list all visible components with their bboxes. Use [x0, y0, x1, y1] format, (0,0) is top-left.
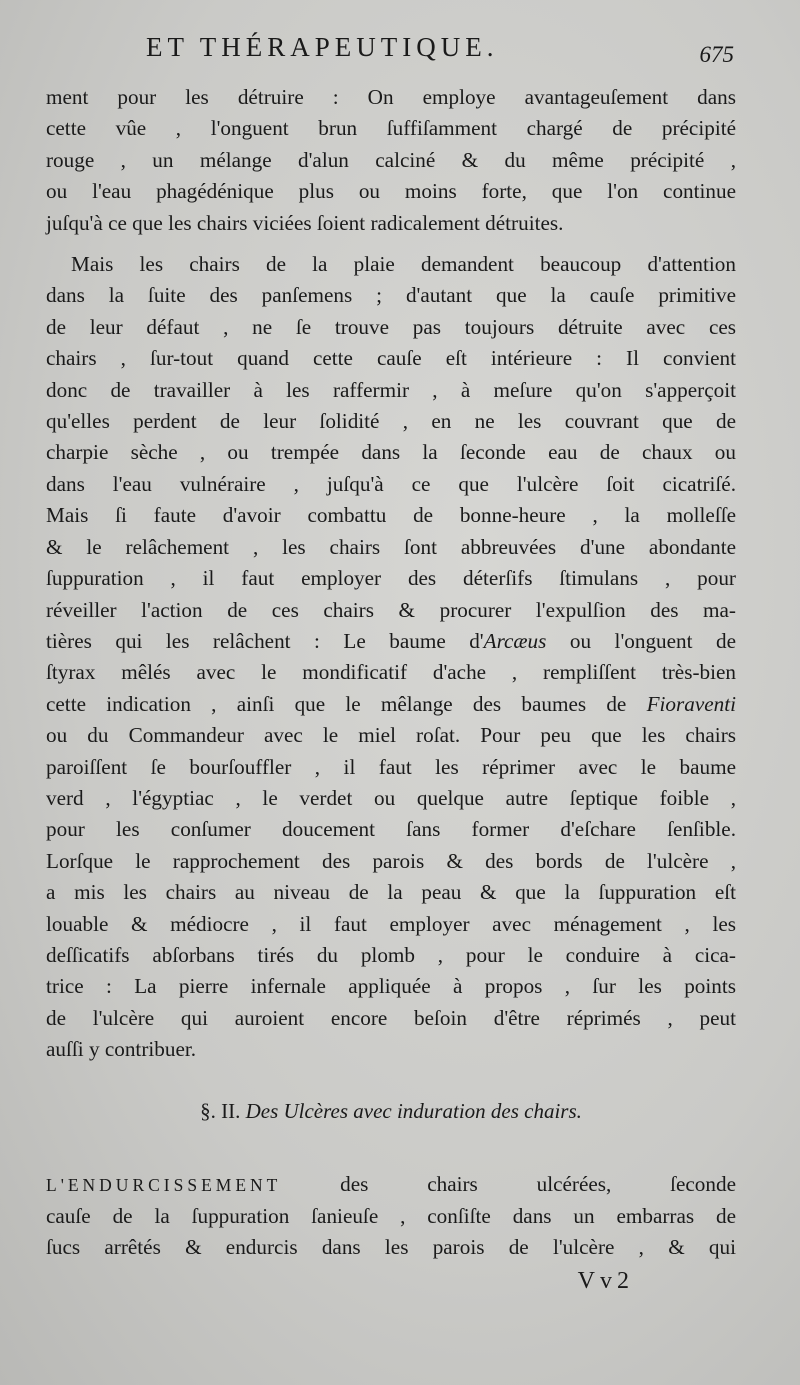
text-line: dans la ſuite des panſemens ; d'autant que la cauſe primitive [46, 283, 736, 308]
paragraph-2 [46, 249, 736, 1066]
text-line: Mais ſi faute d'avoir combattu de bonne-heure , la molleſſe [46, 503, 736, 528]
text-line [46, 626, 736, 657]
text-line [46, 689, 736, 720]
text-line: rouge , un mélange d'alun calciné & du même précipité , [46, 147, 736, 172]
text-line: de l'ulcère qui auroient encore beſoin d'être réprimés , peut [46, 1005, 736, 1030]
text-line: juſqu'à ce que les chairs viciées ſoient radicalement détruites. [46, 210, 564, 235]
text-line: Lorſque le rapprochement des parois & des bords de l'ulcère , [46, 848, 736, 873]
text-fragment: ou l'onguent de [546, 628, 736, 653]
text-fragment: cette indication , ainſi que le mêlange des baumes de [46, 691, 647, 716]
section-title: Des Ulcères avec induration des chairs. [245, 1098, 582, 1123]
text-line: donc de travailler à les raffermir , à meſure qu'on s'apperçoit [46, 377, 736, 402]
text-line: deſſicatifs abſorbans tirés du plomb , pour le conduire à cica- [46, 942, 736, 967]
text-line: ment pour les détruire : On employe avantageuſement dans [46, 85, 736, 109]
text-line: paroiſſent ſe bourſouffler , il faut les réprimer avec le baume [46, 754, 736, 779]
text-line: réveiller l'action de ces chairs & procurer l'expulſion des ma- [46, 597, 736, 622]
text-fragment: tières qui les relâchent : Le baume d' [46, 628, 484, 653]
text-line: ou du Commandeur avec le miel roſat. Pour peu que les chairs [46, 723, 736, 748]
lead-in-word: L'ENDURCISSEMENT [46, 1174, 282, 1195]
text-line: cette vûe , l'onguent brun ſuffiſamment chargé de précipité [46, 116, 736, 141]
text-line: a mis les chairs au niveau de la peau & que la ſuppuration eſt [46, 880, 736, 905]
text-line: ſuppuration , il faut employer des déterſifs ſtimulans , pour [46, 566, 736, 591]
text-line: verd , l'égyptiac , le verdet ou quelque autre ſeptique foible , [46, 785, 736, 810]
text-line: ſtyrax mêlés avec le mondificatif d'ache , rempliſſent très-bien [46, 660, 736, 685]
text-line: louable & médiocre , il faut employer avec ménagement , les [46, 911, 736, 936]
signature-mark: Vv2 [577, 1267, 634, 1294]
text-line: ou l'eau phagédénique plus ou moins forte, que l'on continue [46, 179, 736, 204]
text-line: chairs , ſur-tout quand cette cauſe eſt intérieure : Il convient [46, 346, 736, 371]
page-header [46, 30, 736, 82]
text-fragment: des chairs ulcérées, ſeconde [281, 1171, 736, 1196]
italic-name: Fioraventi [646, 691, 736, 716]
text-line: & le relâchement , les chairs ſont abbreuvées d'une abondante [46, 534, 736, 559]
running-title: ET THÉRAPEUTIQUE. [146, 32, 499, 62]
text-line: charpie sèche , ou trempée dans la ſeconde eau de chaux ou [46, 440, 736, 465]
text-line: Mais les chairs de la plaie demandent beaucoup d'attention [71, 252, 736, 277]
paragraph-3 [46, 1169, 736, 1264]
section-heading [46, 1099, 736, 1135]
page-number: 675 [699, 42, 734, 67]
text-line: de leur défaut , ne ſe trouve pas toujours détruite avec ces [46, 314, 736, 339]
text-line [46, 1169, 736, 1201]
book-page [46, 30, 736, 1295]
text-line: qu'elles perdent de leur ſolidité , en ne les couvrant que de [46, 409, 736, 434]
text-line: trice : La pierre infernale appliquée à propos , ſur les points [46, 974, 736, 999]
section-number: §. II. [200, 1098, 241, 1123]
paragraph-1 [46, 82, 736, 239]
text-line: dans l'eau vulnéraire , juſqu'à ce que l'ulcère ſoit cicatriſé. [46, 471, 736, 496]
text-line: cauſe de la ſuppuration ſanieuſe , conſiſte dans un embarras de [46, 1204, 736, 1228]
text-line: ſucs arrêtés & endurcis dans les parois de l'ulcère , & qui [46, 1235, 736, 1260]
text-line: pour les conſumer doucement ſans former d'eſchare ſenſible. [46, 817, 736, 842]
text-line: auſſi y contribuer. [46, 1037, 197, 1062]
italic-name: Arcæus [483, 628, 547, 653]
